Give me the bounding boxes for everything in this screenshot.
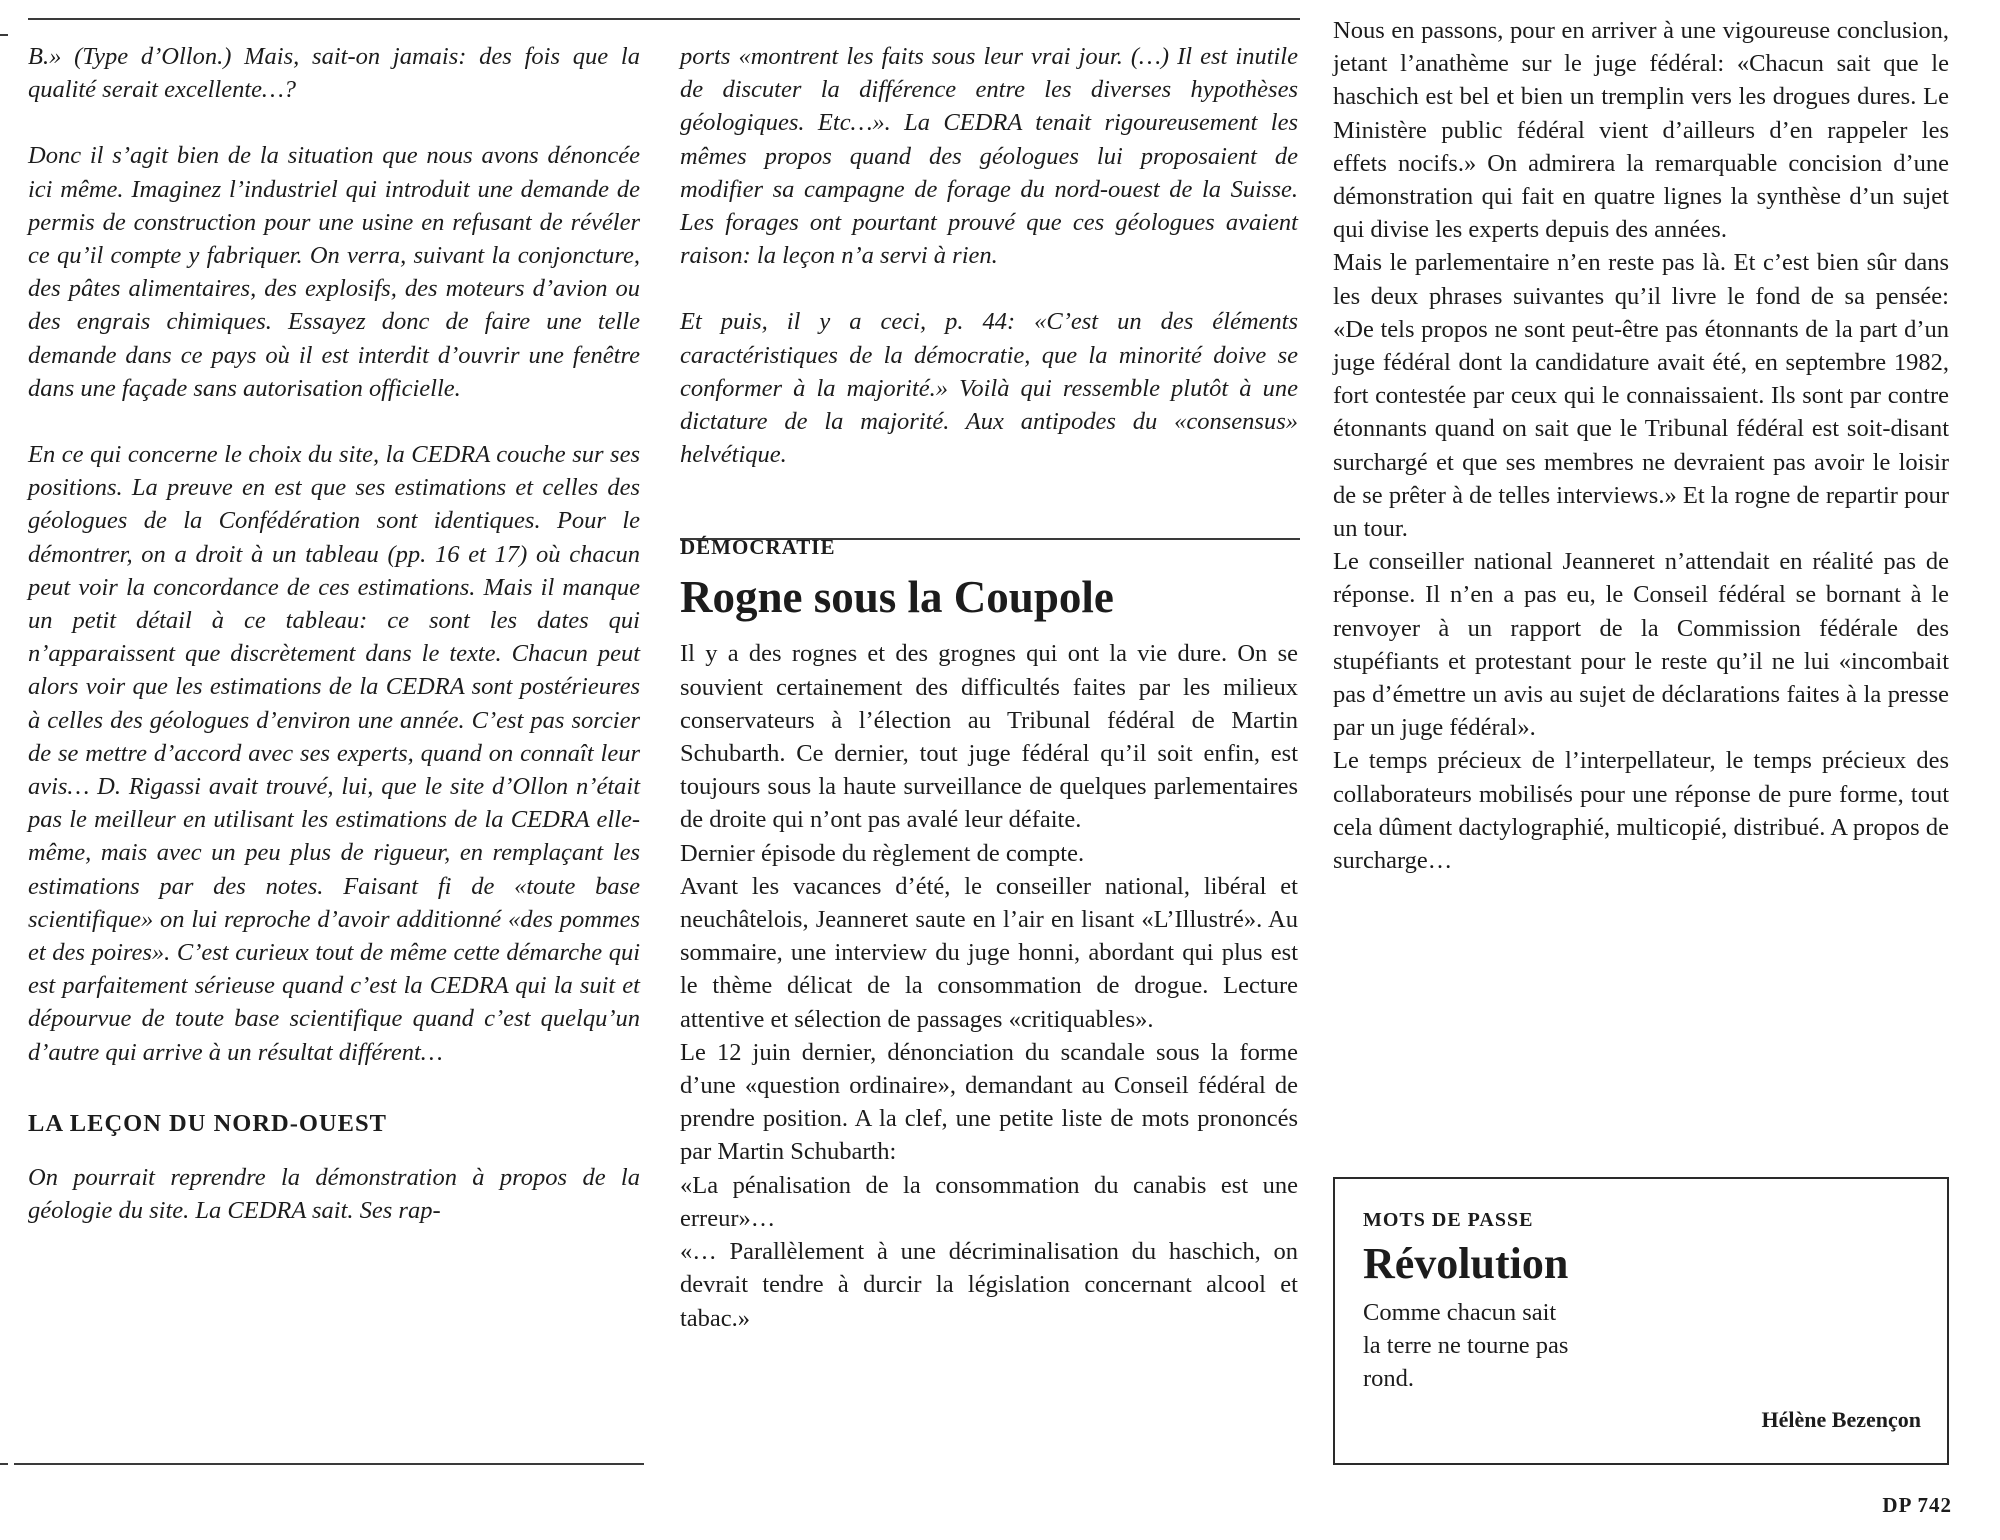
box-poem: Comme chacun sait la terre ne tourne pas rond. xyxy=(1363,1299,1569,1392)
article-paragraph: «… Parallèlement à une décriminalisation du haschich, on devrait tendre à durcir la législation concernant alcool et tabac.» xyxy=(680,1238,1298,1332)
bottom-rule xyxy=(14,1463,644,1465)
section-subhead: LA LEÇON DU NORD-OUEST xyxy=(28,1109,387,1137)
box-kicker: MOTS DE PASSE xyxy=(1363,1209,1534,1231)
column2-paragraph: Et puis, il y a ceci, p. 44: «C’est un des éléments caractéristiques de la démocratie, que la minorité doive se conformer à la majorité.» Voilà qui ressemble plutôt à une dictature de la majorité. Aux antipodes du «consensus» helvétique. xyxy=(680,308,1298,469)
column3-paragraph: Nous en passons, pour en arriver à une vigoureuse conclusion, jetant l’anathème sur le juge fédéral: «Chacun sait que le haschich est bel et bien un tremplin vers les drogues dures. Le Ministère public fédéral vient d’ailleurs d’en rappeler les effets nocifs.» On admirera la remarquable concision d’une démonstration qui fait en quatre lignes la synthèse d’un sujet qui divise les experts depuis des années. xyxy=(1333,17,1949,244)
column1-paragraph: B.» (Type d’Ollon.) Mais, sait-on jamais: des fois que la qualité serait excellente…? xyxy=(28,43,640,104)
margin-tick-bottom xyxy=(0,1463,8,1465)
column1-paragraph: En ce qui concerne le choix du site, la CEDRA couche sur ses positions. La preuve en est que ses estimations et celles des géologues de la Confédération sont identiques. Pour le démontrer, on a droit à un tableau (pp. 16 et 17) où chacun peut voir la concordance de ces estimations. Mais il manque un petit détail à ce tableau: ce sont les dates qui n’apparaissent que discrètement dans le texte. Chacun peut alors voir que les estimations de la CEDRA sont postérieures à celles des géologues d’environ une année. C’est pas sorcier de se mettre d’accord avec ses experts, quand on connaît leur avis… D. Rigassi avait trouvé, lui, que le site d’Ollon n’était pas le meilleur en utilisant les estimations de la CEDRA elle-même, mais avec un peu plus de rigueur, en remplaçant les estimations par des notes. Faisant fi de «toute base scientifique» on lui reproche d’avoir additionné «des pommes et des poires». C’est curieux tout de même cette démarche qui est parfaitement sérieuse quand c’est la CEDRA qui la suit et dépourvue de toute base scientifique quand c’est quelqu’un d’autre qui arrive à un résultat différent… xyxy=(28,441,640,1066)
column1-paragraph: Donc il s’agit bien de la situation que nous avons dénoncée ici même. Imaginez l’industriel qui introduit une demande de permis de construction pour une usine en refusant de révéler ce qu’il compte y fabriquer. On verra, suivant la conjoncture, des pâtes alimentaires, des explosifs, des moteurs d’avion ou des engrais chimiques. Essayez donc de faire une telle demande dans ce pays où il est interdit d’ouvrir une fenêtre dans une façade sans autorisation officielle. xyxy=(28,142,640,402)
column-3 xyxy=(1333,14,1949,877)
mots-de-passe-box xyxy=(1333,1177,1949,1465)
article-paragraph: Le 12 juin dernier, dénonciation du scandale sous la forme d’une «question ordinaire», demandant au Conseil fédéral de prendre position. A la clef, une petite liste de mots prononcés par Martin Schubarth: xyxy=(680,1038,1298,1166)
article-headline: Rogne sous la Coupole xyxy=(680,572,1114,623)
article-kicker: DÉMOCRATIE xyxy=(680,535,836,560)
article-paragraph: Dernier épisode du règlement de compte. xyxy=(680,839,1085,867)
column2-paragraph: ports «montrent les faits sous leur vrai jour. (…) Il est inutile de discuter la différence entre les diverses hypothèses géologiques. Etc…». La CEDRA tenait rigoureusement les mêmes propos quand des géologues lui proposaient de modifier sa campagne de forage du nord-ouest de la Suisse. Les forages ont pourtant prouvé que ces géologues avaient raison: la leçon n’a servi à rien. xyxy=(680,43,1298,270)
column3-paragraph: Le conseiller national Jeanneret n’attendait en réalité pas de réponse. Il n’en a pas eu, le Conseil fédéral se bornant à le renvoyer à un rapport de la Commission fédérale des stupéfiants et protestant pour le reste qu’il ne lui «incombait pas d’émettre un avis au sujet de déclarations faites à la presse par un juge fédéral». xyxy=(1333,548,1949,742)
column3-paragraph: Mais le parlementaire n’en reste pas là. Et c’est bien sûr dans les deux phrases suivantes qu’il livre le fond de sa pensée: «De tels propos ne sont peut-être pas étonnants de la part d’un juge fédéral dont la candidature avait été, en septembre 1982, fort contestée par ceux qui le connaissaient. Ils sont par contre étonnants quand on sait que le Tribunal fédéral est soit-disant surchargé et que ses membres ne devraient pas avoir le loisir de se prêter à de telles interviews.» Et la rogne de repartir pour un tour. xyxy=(1333,249,1949,543)
column-2 xyxy=(680,40,1298,1335)
box-title: Révolution xyxy=(1363,1239,1569,1288)
top-rule xyxy=(28,18,1300,20)
column-1 xyxy=(28,40,640,1227)
column1-closing-paragraph: On pourrait reprendre la démonstration à propos de la géologie du site. La CEDRA sait. Ses rap- xyxy=(28,1163,640,1225)
article-paragraph: «La pénalisation de la consommation du canabis est une erreur»… xyxy=(680,1171,1298,1232)
column3-paragraph: Le temps précieux de l’interpellateur, le temps précieux des collaborateurs mobilisés pour une réponse de pure forme, tout cela dûment dactylographié, multicopié, distribué. A propos de surcharge… xyxy=(1333,747,1949,875)
margin-tick-top xyxy=(0,34,8,36)
article-paragraph: Avant les vacances d’été, le conseiller national, libéral et neuchâtelois, Jeanneret saute en l’air en lisant «L’Illustré». Au sommaire, une interview du juge honni, abordant qui plus est le thème délicat de la consommation de drogue. Lecture attentive et sélection de passages «critiquables». xyxy=(680,872,1298,1033)
page-number: DP 742 xyxy=(1882,1493,1952,1517)
box-author: Hélène Bezençon xyxy=(1761,1407,1921,1432)
article-paragraph: Il y a des rognes et des grognes qui ont la vie dure. On se souvient certainement des difficultés faites par les milieux conservateurs à l’élection au Tribunal fédéral de Martin Schubarth. Ce dernier, tout juge fédéral qu’il soit enfin, est toujours sous la haute surveillance de quelques parlementaires de droite qui n’ont pas avalé leur défaite. xyxy=(680,640,1298,834)
article-body xyxy=(680,637,1298,1334)
column2-italic-block xyxy=(680,40,1298,471)
